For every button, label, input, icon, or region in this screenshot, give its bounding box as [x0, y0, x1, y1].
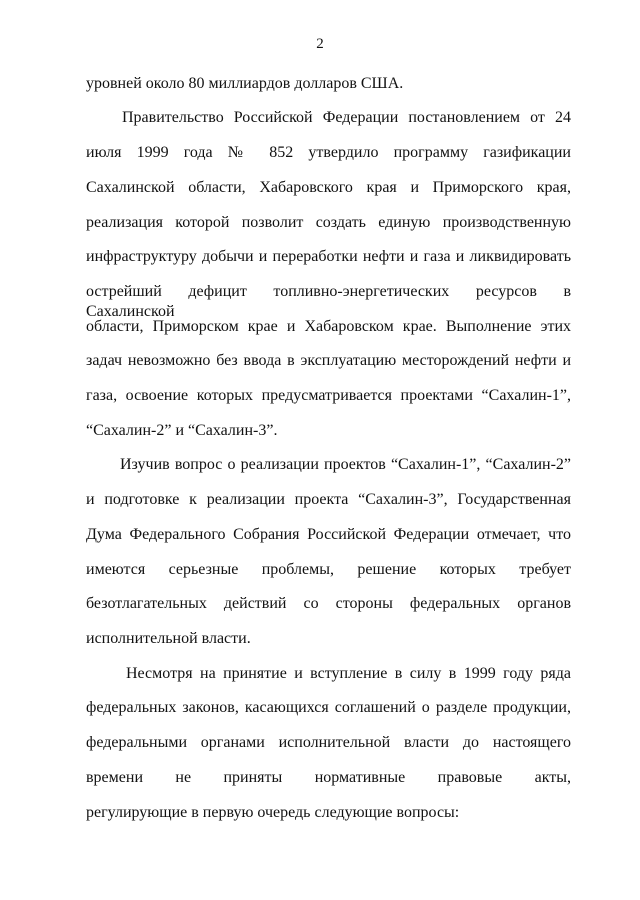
text-line-7: острейший дефицит топливно-энергетических ресурсов в Сахалинской — [86, 283, 571, 320]
text-line-19: федеральных законов, касающихся соглашений о разделе продукции, — [86, 699, 571, 716]
text-line-4: Сахалинской области, Хабаровского края и Приморского края, — [86, 179, 571, 196]
text-line-18: Несмотря на принятие и вступление в силу в 1999 году ряда — [126, 665, 571, 682]
text-line-1: уровней около 80 миллиардов долларов США. — [86, 75, 404, 92]
text-line-15: имеются серьезные проблемы, решение которых требует — [86, 561, 571, 578]
text-line-8: области, Приморском крае и Хабаровском крае. Выполнение этих — [86, 318, 571, 335]
text-line-6: инфраструктуру добычи и переработки нефти и газа и ликвидировать — [86, 248, 571, 265]
text-line-3: июля 1999 года № 852 утвердило программу газификации — [86, 144, 571, 161]
text-line-16: безотлагательных действий со стороны федеральных органов — [86, 595, 571, 612]
text-line-14: Дума Федерального Собрания Российской Федерации отмечает, что — [86, 526, 571, 543]
text-line-5: реализация которой позволит создать единую производственную — [86, 214, 571, 231]
text-line-2: Правительство Российской Федерации постановлением от 24 — [122, 109, 571, 126]
page-number: 2 — [316, 36, 324, 52]
text-line-17: исполнительной власти. — [86, 630, 251, 647]
text-line-13: и подготовке к реализации проекта “Сахалин-3”, Государственная — [86, 491, 571, 508]
text-line-9: задач невозможно без ввода в эксплуатацию месторождений нефти и — [86, 352, 571, 369]
text-line-21: времени не приняты нормативные правовые акты, — [86, 769, 571, 786]
text-line-20: федеральными органами исполнительной власти до настоящего — [86, 734, 571, 751]
text-line-12: Изучив вопрос о реализации проектов “Сахалин-1”, “Сахалин-2” — [120, 456, 571, 473]
text-line-10: газа, освоение которых предусматривается проектами “Сахалин-1”, — [86, 387, 571, 404]
text-line-22: регулирующие в первую очередь следующие вопросы: — [86, 804, 460, 821]
text-line-11: “Сахалин-2” и “Сахалин-3”. — [86, 422, 278, 439]
